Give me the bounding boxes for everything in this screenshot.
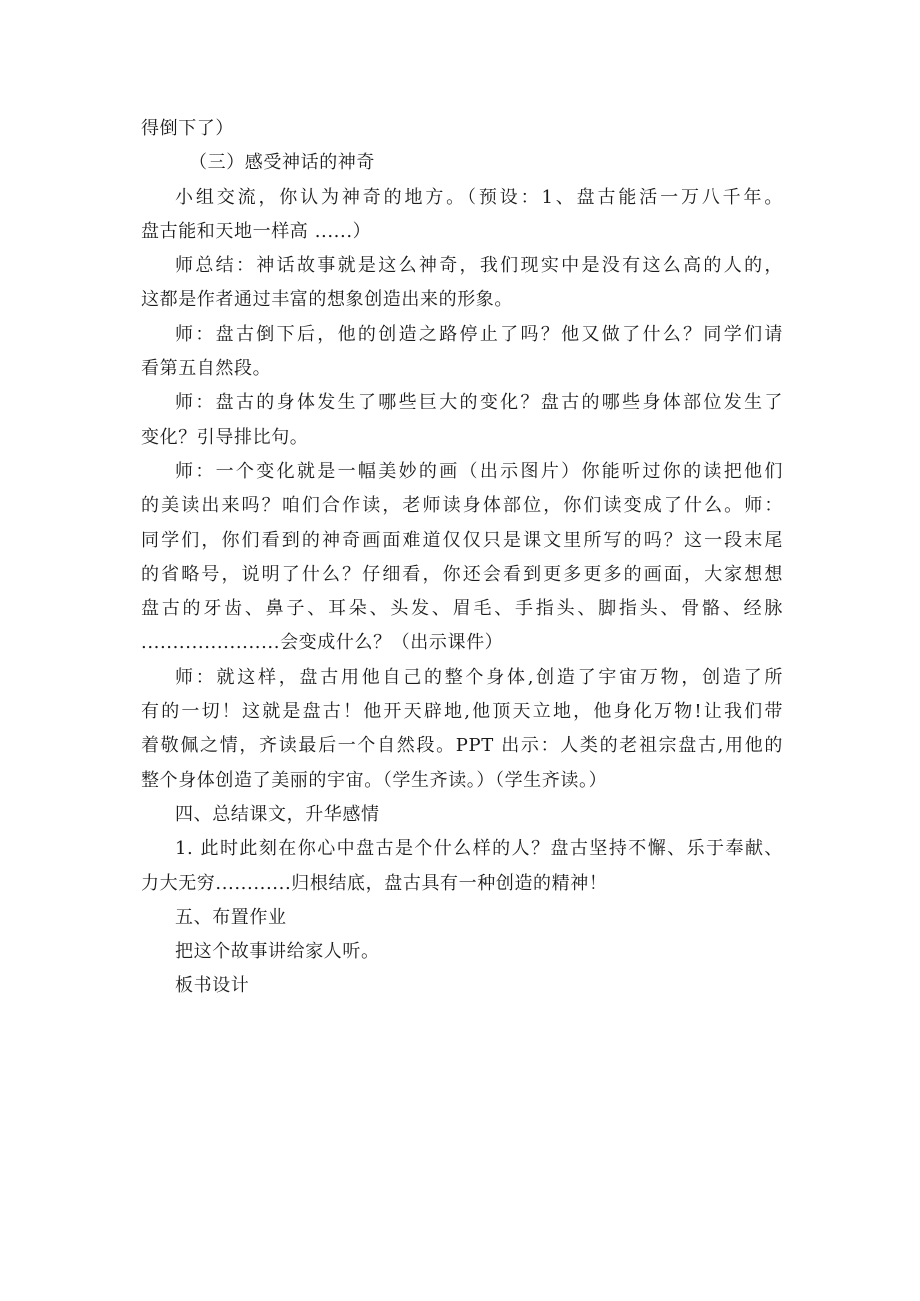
text-line: 师：盘古倒下后，他的创造之路停止了吗？他又做了什么？同学们请 — [175, 323, 783, 345]
text-line: 板书设计 — [175, 975, 250, 997]
document-body — [141, 112, 783, 1004]
text-line: 力大无穷............归根结底，盘古具有一种创造的精神！ — [141, 872, 608, 894]
text-line: 盘古的牙齿、鼻子、耳朵、头发、眉毛、手指头、脚指头、骨骼、经脉 — [141, 598, 783, 620]
text-line: 整个身体创造了美丽的宇宙。（学生齐读。）（学生齐读。） — [141, 769, 608, 791]
text-line: 师：就这样，盘古用他自己的整个身体,创造了宇宙万物，创造了所 — [175, 666, 783, 688]
text-line: 1. 此时此刻在你心中盘古是个什么样的人？盘古坚持不懈、乐于奉献、 — [175, 838, 783, 860]
text-line: 变化？引导排比句。 — [141, 426, 309, 448]
text-line: 看第五自然段。 — [141, 358, 272, 380]
text-line: 同学们，你们看到的神奇画面难道仅仅只是课文里所写的吗？这一段末尾 — [141, 529, 783, 551]
text-line: 着敬佩之情，齐读最后一个自然段。PPT 出示：人类的老祖宗盘古,用他的 — [141, 735, 783, 757]
text-line: 四、总结课文，升华感情 — [175, 803, 380, 825]
text-line: 得倒下了） — [141, 118, 234, 139]
text-line: 的省略号，说明了什么？仔细看，你还会看到更多更多的画面，大家想想 — [141, 563, 783, 585]
text-line: 这都是作者通过丰富的想象创造出来的形象。 — [141, 289, 513, 311]
text-line: 有的一切！这就是盘古！他开天辟地,他顶天立地，他身化万物!让我们带 — [141, 701, 783, 723]
text-line: （三）感受神话的神奇 — [189, 152, 375, 174]
text-line: 师：盘古的身体发生了哪些巨大的变化？盘古的哪些身体部位发生了 — [175, 392, 783, 414]
text-line: 的美读出来吗？咱们合作读，老师读身体部位，你们读变成了什么。师： — [141, 495, 783, 517]
text-line: 盘古能和天地一样高 ......） — [141, 220, 372, 242]
text-line: 师总结：神话故事就是这么神奇，我们现实中是没有这么高的人的， — [175, 255, 783, 277]
text-line: 把这个故事讲给家人听。 — [175, 941, 380, 963]
text-line: 师：一个变化就是一幅美妙的画（出示图片）你能听过你的读把他们 — [175, 460, 783, 482]
text-line: 小组交流，你认为神奇的地方。（预设：1、盘古能活一万八千年。 — [175, 186, 783, 208]
text-line: ......................会变成什么？（出示课件） — [141, 632, 504, 654]
text-line: 五、布置作业 — [175, 906, 287, 928]
